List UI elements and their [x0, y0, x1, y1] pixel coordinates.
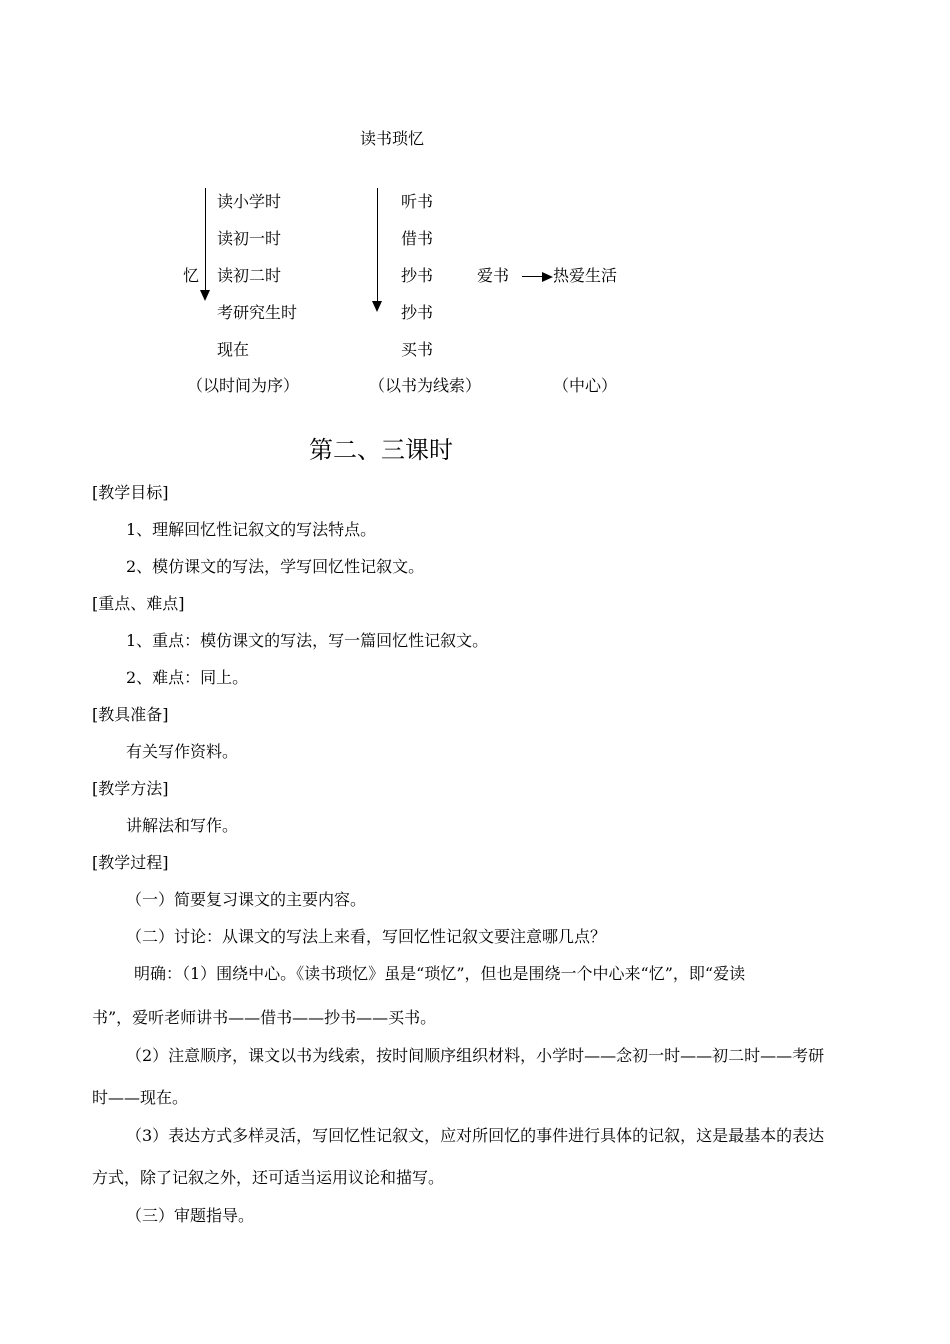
- caption-clue: （以书为线索）: [369, 376, 482, 395]
- caption-center: （中心）: [553, 376, 618, 395]
- book-arrow-line: [377, 188, 378, 301]
- process-point: 明确：（1）围绕中心。《读书琐忆》虽是“琐忆”，但也是围绕一个中心来“忆”，即“爱读: [134, 964, 746, 983]
- process-step: （一）简要复习课文的主要内容。: [126, 890, 367, 909]
- time-item: 考研究生时: [217, 303, 298, 322]
- love-book-label: 爱书: [477, 266, 510, 285]
- book-arrow-head: [372, 301, 382, 312]
- process-point: （3）表达方式多样灵活，写回忆性记叙文，应对所回忆的事件进行具体的记叙，这是最基本的表达: [126, 1126, 825, 1145]
- process-point-cont: 书”，爱听老师讲书——借书——抄书——买书。: [92, 1008, 437, 1027]
- goal-item: 2、模仿课文的写法，学写回忆性记叙文。: [126, 557, 425, 576]
- focus-item: 2、难点：同上。: [126, 668, 249, 687]
- time-arrow-head: [200, 290, 210, 301]
- process-step: （三）审题指导。: [126, 1206, 255, 1225]
- method-label: [教学方法]: [92, 779, 169, 798]
- center-arrow-line: [522, 276, 542, 277]
- book-item: 抄书: [401, 266, 434, 285]
- process-point-cont: 方式，除了记叙之外，还可适当运用议论和描写。: [92, 1168, 445, 1187]
- book-item: 抄书: [401, 303, 434, 322]
- time-arrow-line: [205, 188, 206, 290]
- book-item: 借书: [401, 229, 434, 248]
- book-item: 听书: [401, 192, 434, 211]
- focus-label: [重点、难点]: [92, 594, 185, 613]
- process-step: （二）讨论：从课文的写法上来看，写回忆性记叙文要注意哪几点？: [126, 927, 607, 946]
- caption-time: （以时间为序）: [187, 376, 300, 395]
- process-point-cont: 时——现在。: [92, 1088, 189, 1107]
- process-label: [教学过程]: [92, 853, 169, 872]
- book-item: 买书: [401, 340, 434, 359]
- center-arrow-head: [542, 272, 553, 282]
- lesson-heading: 第二、三课时: [309, 436, 453, 464]
- left-marker: 忆: [183, 266, 200, 285]
- love-life-label: 热爱生活: [553, 266, 618, 285]
- method-text: 讲解法和写作。: [126, 816, 239, 835]
- focus-item: 1、重点：模仿课文的写法，写一篇回忆性记叙文。: [126, 631, 489, 650]
- goals-label: [教学目标]: [92, 483, 169, 502]
- process-point: （2）注意顺序，课文以书为线索，按时间顺序组织材料，小学时——念初一时——初二时——考研: [126, 1046, 825, 1065]
- time-item: 读小学时: [217, 192, 282, 211]
- goal-item: 1、理解回忆性记叙文的写法特点。: [126, 520, 377, 539]
- time-item: 现在: [217, 340, 250, 359]
- diagram-title: 读书琐忆: [360, 129, 425, 148]
- time-item: 读初一时: [217, 229, 282, 248]
- tools-text: 有关写作资料。: [126, 742, 239, 761]
- tools-label: [教具准备]: [92, 705, 169, 724]
- time-item: 读初二时: [217, 266, 282, 285]
